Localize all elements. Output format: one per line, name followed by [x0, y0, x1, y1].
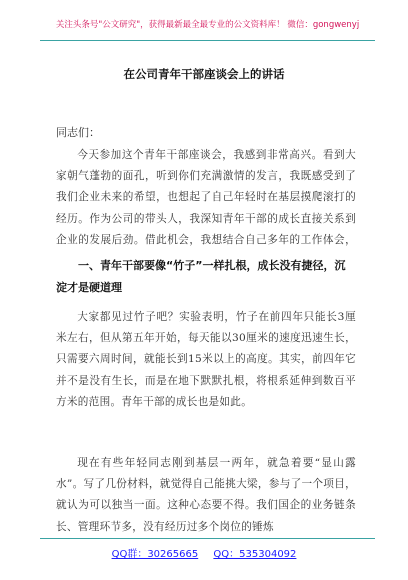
section-heading-1: 一、青年干部要像“竹子”一样扎根，成长没有捷径，沉淀才是硬道理 — [56, 259, 346, 294]
footer-divider — [40, 538, 375, 539]
paragraph-3: 现在有些年轻同志刚到基层一两年，就急着要“显山露水”。写了几份材料，就觉得自己能挑大梁，参与了一个项目，就认为可以独当一面。这种心态要不得。我们国企的业务链条长、管理环节多，没有经历过多个岗位的锤炼 — [56, 457, 356, 533]
salutation: 同志们： — [56, 126, 100, 139]
footer — [0, 545, 408, 560]
header-note: 关注头条号"公文研究"，获得最新最全最专业的公文资料库！ 微信：gongwenyj — [55, 20, 360, 30]
header-divider — [40, 40, 375, 41]
footer-qq-group: QQ群：30265665 — [111, 549, 199, 560]
paragraph-1: 今天参加这个青年干部座谈会，我感到非常高兴。看到大家朝气蓬勃的面孔，听到你们充满激情的发言，我既感受到了我们企业未来的希望，也想起了自己年轻时在基层摸爬滚打的经历。作为公司的带头人，我深知青年干部的成长直接关系到企业的发展后劲。借此机会，我想结合自己多年的工作体会， — [56, 149, 356, 246]
document-title: 在公司青年干部座谈会上的讲话 — [123, 67, 285, 81]
footer-qq: QQ：535304092 — [213, 549, 297, 560]
paragraph-2: 大家都见过竹子吧？实验表明，竹子在前四年只能长3厘米左右，但从第五年开始，每天能以30厘米的速度迅速生长，只需要六周时间，就能长到15米以上的高度。其实，前四年它并不是没有生长，而是在地下默默扎根，将根系延伸到数百平方米的范围。青年干部的成长也是如此。 — [56, 311, 356, 408]
